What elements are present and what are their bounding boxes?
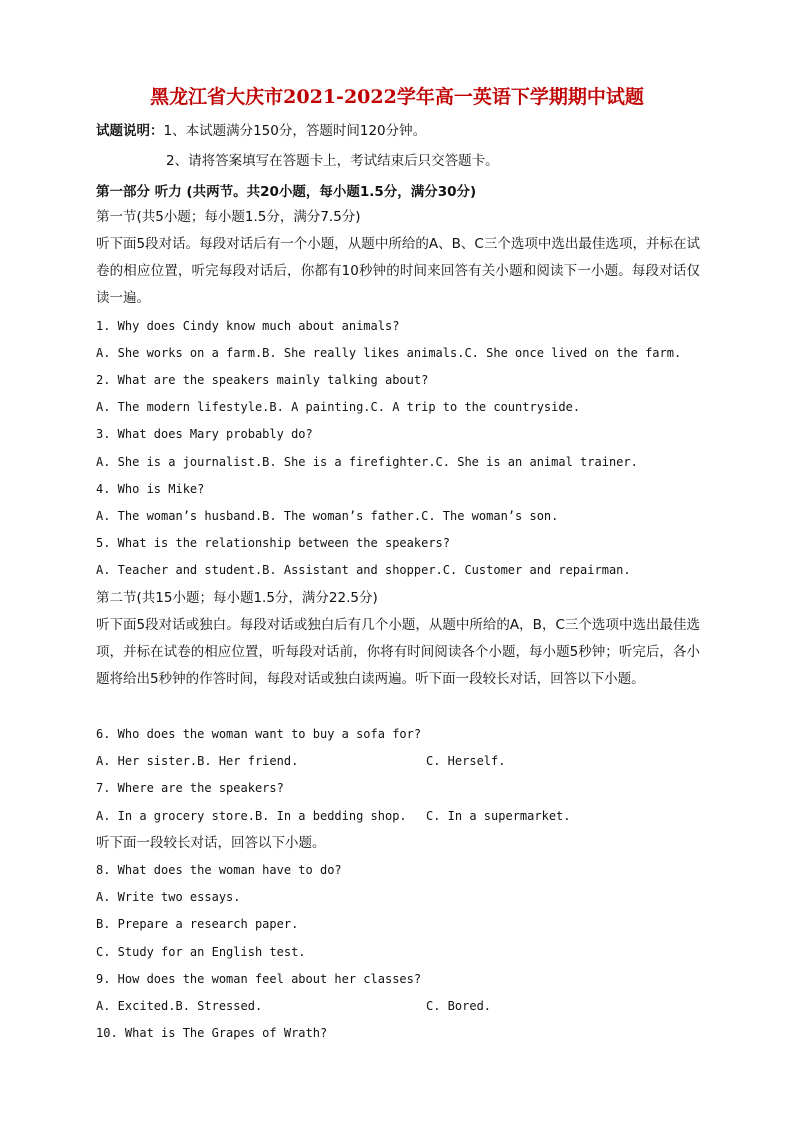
question-6-options-ab: A. Her sister.B. Her friend. [96,754,299,768]
question-9-option-c: C. Bored. [426,999,492,1013]
question-8-option-b: B. Prepare a research paper. [96,917,299,931]
question-10: 10. What is The Grapes of Wrath? [96,1026,328,1040]
section2-directions: 听下面5段对话或独白。每段对话或独白后有几个小题，从题中所给的A，B，C三个选项中选出最佳选项，并标在试卷的相应位置，听每段对话前，你将有时间阅读各个小题，每小题5秒钟；听完后，各小题将给出5秒钟的作答时间，每段对话或独白读两遍。听下面一段较长对话，回答以下小题。 [96,617,700,687]
page-title: 黑龙江省大庆市2021-2022学年高一英语下学期期中试题 [150,86,644,108]
question-7-option-c: C. In a supermarket. [426,809,571,823]
part1-heading: 第一部分 听力 (共两节。共20小题，每小题1.5分，满分30分) [96,184,477,200]
section2-directions-2: 听下面一段较长对话，回答以下小题。 [96,835,326,851]
question-7: 7. Where are the speakers? [96,781,284,795]
question-6-option-c: C. Herself. [426,754,506,768]
section1-heading: 第一节(共5小题；每小题1.5分，满分7.5分) [96,209,361,225]
question-8-option-c: C. Study for an English test. [96,945,306,959]
question-7-options-ab: A. In a grocery store.B. In a bedding shop. [96,809,407,823]
question-6: 6. Who does the woman want to buy a sofa for? [96,727,422,741]
instructions-item-1: 1、本试题满分150分，答题时间120分钟。 [163,123,427,139]
question-8: 8. What does the woman have to do? [96,863,342,877]
section2-heading: 第二节(共15小题；每小题1.5分，满分22.5分) [96,590,378,606]
instructions-line-1 [96,122,426,140]
question-8-option-a: A. Write two essays. [96,890,241,904]
question-1-options: A. She works on a farm.B. She really likes animals.C. She once lived on the farm. [96,346,682,360]
question-4-options: A. The woman’s husband.B. The woman’s father.C. The woman’s son. [96,509,559,523]
section1-directions: 听下面5段对话。每段对话后有一个小题，从题中所给的A、B、C三个选项中选出最佳选项，并标在试卷的相应位置，听完每段对话后，你都有10秒钟的时间来回答有关小题和阅读下一小题。每段对话仅读一遍。 [96,236,700,306]
question-3-options: A. She is a journalist.B. She is a firefighter.C. She is an animal trainer. [96,455,638,469]
question-5: 5. What is the relationship between the speakers? [96,536,451,550]
question-5-options: A. Teacher and student.B. Assistant and shopper.C. Customer and repairman. [96,563,631,577]
question-9: 9. How does the woman feel about her classes? [96,972,422,986]
question-1: 1. Why does Cindy know much about animals? [96,319,400,333]
question-9-options-ab: A. Excited.B. Stressed. [96,999,263,1013]
instructions-item-2: 2、请将答案填写在答题卡上，考试结束后只交答题卡。 [166,153,499,169]
question-2: 2. What are the speakers mainly talking about? [96,373,429,387]
question-4: 4. Who is Mike? [96,482,205,496]
question-3: 3. What does Mary probably do? [96,427,313,441]
instructions-label: 试题说明： [96,123,164,139]
question-2-options: A. The modern lifestyle.B. A painting.C. A trip to the countryside. [96,400,581,414]
